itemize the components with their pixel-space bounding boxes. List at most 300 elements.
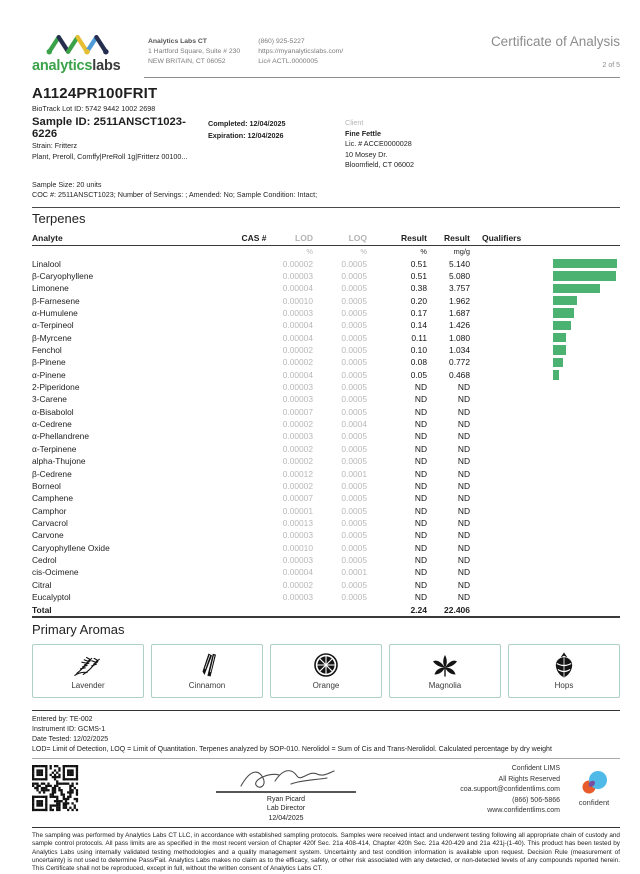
analyte-name: alpha-Thujone: [32, 456, 86, 467]
lims-rights: All Rights Reserved: [498, 775, 560, 783]
result-mgg-value: ND: [457, 493, 470, 504]
table-row: [32, 566, 620, 578]
lod-value: 0.00004: [282, 332, 313, 343]
lab-address-line2: NEW BRITAIN, CT 06052: [148, 57, 226, 65]
result-mgg-value: ND: [457, 468, 470, 479]
table-row: [32, 578, 620, 590]
analyte-name: β-Caryophyllene: [32, 271, 94, 282]
analyte-name: β-Farnesene: [32, 295, 80, 306]
bar-cell: [470, 319, 620, 331]
terpenes-divider: [32, 207, 620, 208]
result-mgg-value: ND: [457, 591, 470, 602]
result-mgg-value: ND: [457, 517, 470, 528]
loq-value: 0.0005: [341, 308, 367, 319]
disclaimer-text: The sampling was performed by Analytics Labs CT LLC, in accordance with established sampling protocols. Samples were received intact and underwent testing following all appropriate chain of custody and sample control protocols. All pass limits are as specified in the most recent version of Chapter 420f Sec. 21a 408-414, Chapter 420h Sec. 21a 420-429 and 21a 421j-(1-40). This product has been tested by Analytics Labs using internally validated testing methodologies and a quality management system. Uncertainty and test condition information is available upon request. Decision Rule (measurement of uncertainty) is not used to determine Pass/Fail. Analytics Labs makes no claim as to the efficacy, safety, or other risk associated with any detected, or non-detected levels of any compounds reported herein. This Certificate shall not be reproduced, except in full, without the written consent of Analytics Labs CT.: [32, 831, 620, 873]
terpene-bar: [553, 296, 577, 306]
result-mgg-value: 1.426: [449, 320, 470, 331]
magnolia-icon: [430, 652, 460, 678]
bar-cell: [470, 307, 620, 319]
lod-value: 0.00007: [282, 493, 313, 504]
table-row: [32, 443, 620, 455]
table-row: [32, 356, 620, 368]
bar-cell: [470, 529, 620, 541]
lab-phone: (860) 925-5227: [258, 38, 305, 45]
loq-value: 0.0005: [341, 406, 367, 417]
instrument-id: Instrument ID: GCMS-1: [32, 725, 106, 733]
unit-lod: %: [306, 247, 313, 256]
result-pct-value: ND: [414, 419, 427, 430]
bar-cell: [470, 295, 620, 307]
result-mgg-value: ND: [457, 394, 470, 405]
result-mgg-value: 3.757: [449, 283, 470, 294]
lod-value: 0.00004: [282, 283, 313, 294]
result-pct-value: ND: [414, 530, 427, 541]
bar-cell: [470, 418, 620, 430]
bar-cell: [470, 492, 620, 504]
signer-title: Lab Director: [266, 805, 306, 813]
logo-labs: labs: [92, 58, 121, 74]
col-loq: LOQ: [348, 232, 367, 243]
result-mgg-value: 5.140: [449, 258, 470, 269]
lab-name: Analytics Labs CT: [148, 38, 207, 45]
analyte-name: α-Terpinene: [32, 443, 77, 454]
lab-contact-block: [258, 37, 343, 67]
loq-value: 0.0005: [341, 493, 367, 504]
lims-email-link[interactable]: coa.support@confidentlims.com: [460, 786, 560, 794]
page-number: 2 of 5: [602, 62, 620, 69]
analyte-name: Eucalyptol: [32, 591, 71, 602]
result-pct-value: ND: [414, 505, 427, 516]
loq-value: 0.0005: [341, 295, 367, 306]
analyte-name: Citral: [32, 579, 52, 590]
aroma-box-magnolia: [389, 644, 501, 698]
total-pct: 2.24: [410, 604, 427, 615]
table-row: [32, 307, 620, 319]
lod-value: 0.00004: [282, 567, 313, 578]
result-mgg-value: 1.080: [449, 332, 470, 343]
table-row: [32, 492, 620, 504]
dates-block: [208, 115, 345, 170]
table-row: [32, 319, 620, 331]
col-result-mgg: Result: [444, 232, 470, 243]
bar-cell: [470, 480, 620, 492]
table-row: [32, 467, 620, 479]
unit-mgg: mg/g: [453, 247, 470, 256]
strain: Strain: Fritterz: [32, 141, 78, 151]
lod-note: LOD= Limit of Detection, LOQ = Limit of Quantitation. Terpenes analyzed by SOP-010. Nerolidol = Sum of Cis and Trans-Nerolidol. Calculated percentage by dry weight: [32, 745, 552, 753]
terpene-bar: [553, 259, 617, 269]
loq-value: 0.0005: [341, 320, 367, 331]
lab-website-link[interactable]: https://myanalyticslabs.com/: [258, 47, 344, 55]
analyte-name: Cedrol: [32, 554, 57, 565]
loq-value: 0.0005: [341, 382, 367, 393]
loq-value: 0.0004: [341, 419, 367, 430]
analyte-name: α-Humulene: [32, 308, 78, 319]
lab-license: Lic# ACTL.0000005: [258, 57, 318, 65]
client-address2: Bloomfield, CT 06002: [345, 160, 414, 170]
result-mgg-value: 0.772: [449, 357, 470, 368]
bar-cell: [470, 406, 620, 418]
lod-value: 0.00002: [282, 579, 313, 590]
lavender-icon: [72, 652, 104, 678]
lims-website-link[interactable]: www.confidentlims.com: [487, 807, 560, 815]
bar-cell: [470, 344, 620, 356]
loq-value: 0.0005: [341, 357, 367, 368]
loq-value: 0.0001: [341, 468, 367, 479]
bar-cell: [470, 467, 620, 479]
analyte-name: α-Terpineol: [32, 320, 74, 331]
lab-address-line1: 1 Hartford Square, Suite # 230: [148, 47, 241, 55]
aroma-label: Hops: [554, 681, 574, 691]
loq-value: 0.0005: [341, 443, 367, 454]
analyte-name: Camphor: [32, 505, 67, 516]
result-mgg-value: 1.034: [449, 345, 470, 356]
bar-cell: [470, 381, 620, 393]
table-row: [32, 430, 620, 442]
completed-date: Completed: 12/04/2025: [208, 119, 286, 129]
matrix-description: Plant, Preroll, Comffy|PreRoll 1g|Fritterz 00100...: [32, 151, 188, 161]
lod-value: 0.00001: [282, 505, 313, 516]
analyte-name: Carvacrol: [32, 517, 68, 528]
loq-value: 0.0005: [341, 258, 367, 269]
table-row: [32, 344, 620, 356]
result-pct-value: ND: [414, 493, 427, 504]
sample-size: Sample Size: 20 units: [32, 179, 102, 189]
analyte-name: Carvone: [32, 530, 64, 541]
result-pct-value: ND: [414, 567, 427, 578]
footer-divider: [32, 710, 620, 711]
lod-value: 0.00002: [282, 456, 313, 467]
table-row: [32, 517, 620, 529]
result-pct-value: ND: [414, 456, 427, 467]
confident-brand-text: confident: [578, 798, 610, 808]
hops-icon: [552, 652, 576, 678]
signature-line: [216, 791, 356, 793]
result-pct-value: 0.20: [410, 295, 427, 306]
lod-value: 0.00002: [282, 357, 313, 368]
lims-phone: (866) 506-5866: [512, 796, 560, 804]
result-mgg-value: 0.468: [449, 369, 470, 380]
result-mgg-value: ND: [457, 382, 470, 393]
lab-logo: [32, 30, 144, 74]
bar-cell: [470, 393, 620, 405]
lod-value: 0.00004: [282, 369, 313, 380]
signature-date: 12/04/2025: [268, 814, 304, 822]
loq-value: 0.0005: [341, 530, 367, 541]
lod-value: 0.00012: [282, 468, 313, 479]
aroma-row: [32, 644, 620, 698]
table-row: [32, 381, 620, 393]
table-total-row: [32, 603, 620, 618]
loq-value: 0.0005: [341, 579, 367, 590]
result-mgg-value: ND: [457, 542, 470, 553]
lod-value: 0.00007: [282, 406, 313, 417]
bar-cell: [470, 258, 620, 270]
confident-logo-icon: [575, 770, 613, 796]
result-pct-value: 0.11: [411, 332, 427, 343]
logo-zigzag-icon: [38, 32, 124, 56]
result-pct-value: ND: [414, 406, 427, 417]
analyte-name: β-Pinene: [32, 357, 66, 368]
loq-value: 0.0001: [341, 567, 367, 578]
analyte-name: α-Cedrene: [32, 419, 72, 430]
signature-divider: [32, 758, 620, 759]
lod-value: 0.00003: [282, 382, 313, 393]
total-label: Total: [32, 604, 52, 615]
loq-value: 0.0005: [341, 480, 367, 491]
bar-cell: [470, 356, 620, 368]
aroma-label: Orange: [312, 681, 340, 691]
bar-cell: [470, 578, 620, 590]
analyte-name: Limonene: [32, 283, 69, 294]
loq-value: 0.0005: [341, 345, 367, 356]
table-row: [32, 332, 620, 344]
logo-wordmark: [32, 58, 144, 74]
bar-cell: [470, 443, 620, 455]
logo-analytics: analytics: [32, 58, 93, 74]
table-row: [32, 406, 620, 418]
result-mgg-value: ND: [457, 505, 470, 516]
bar-cell: [470, 332, 620, 344]
signature-row: [32, 764, 620, 822]
analyte-name: β-Cedrene: [32, 468, 72, 479]
table-header: [32, 233, 620, 246]
loq-value: 0.0005: [341, 369, 367, 380]
loq-value: 0.0005: [341, 431, 367, 442]
result-pct-value: 0.51: [410, 258, 427, 269]
result-pct-value: 0.17: [410, 308, 427, 319]
result-pct-value: ND: [414, 394, 427, 405]
table-row: [32, 541, 620, 553]
result-mgg-value: 5.080: [449, 271, 470, 282]
terpene-bar: [553, 284, 600, 294]
result-pct-value: ND: [414, 382, 427, 393]
result-pct-value: ND: [414, 579, 427, 590]
terpene-bar: [553, 321, 571, 331]
bar-cell: [470, 455, 620, 467]
signer-name: Ryan Picard: [266, 796, 306, 804]
result-pct-value: ND: [414, 554, 427, 565]
result-pct-value: 0.51: [410, 271, 427, 282]
analyte-name: Fenchol: [32, 345, 62, 356]
bar-cell: [470, 270, 620, 282]
analyte-name: α-Bisabolol: [32, 406, 74, 417]
bar-cell: [470, 554, 620, 566]
col-result-pct: Result: [401, 232, 427, 243]
table-row: [32, 393, 620, 405]
result-pct-value: ND: [414, 542, 427, 553]
client-block: [345, 115, 414, 170]
aroma-label: Cinnamon: [188, 681, 226, 691]
loq-value: 0.0005: [341, 271, 367, 282]
result-pct-value: ND: [414, 480, 427, 491]
result-pct-value: ND: [414, 443, 427, 454]
result-pct-value: ND: [414, 431, 427, 442]
terpene-bar: [553, 370, 559, 380]
bar-cell: [470, 517, 620, 529]
table-units-row: [32, 246, 620, 258]
client-address1: 10 Mosey Dr.: [345, 149, 388, 159]
result-mgg-value: ND: [457, 554, 470, 565]
lod-value: 0.00004: [282, 320, 313, 331]
signature-icon: [231, 764, 341, 794]
lod-value: 0.00003: [282, 431, 313, 442]
bar-cell: [470, 430, 620, 442]
result-mgg-value: ND: [457, 456, 470, 467]
table-row: [32, 258, 620, 270]
bar-cell: [470, 282, 620, 294]
expiration-date: Expiration: 12/04/2026: [208, 130, 284, 140]
lod-value: 0.00002: [282, 258, 313, 269]
loq-value: 0.0005: [341, 456, 367, 467]
sample-info-row: [32, 115, 620, 170]
bar-cell: [470, 591, 620, 603]
lod-value: 0.00010: [282, 295, 313, 306]
date-tested: Date Tested: 12/02/2025: [32, 735, 109, 743]
loq-value: 0.0005: [341, 283, 367, 294]
lod-value: 0.00003: [282, 394, 313, 405]
lod-value: 0.00002: [282, 419, 313, 430]
header: [32, 30, 620, 74]
table-row: [32, 554, 620, 566]
bar-cell: [470, 541, 620, 553]
result-pct-value: 0.38: [410, 283, 427, 294]
analyte-name: Linalool: [32, 258, 61, 269]
table-row: [32, 295, 620, 307]
loq-value: 0.0005: [341, 394, 367, 405]
table-row: [32, 270, 620, 282]
unit-pct: %: [420, 247, 427, 256]
bar-cell: [470, 566, 620, 578]
aroma-label: Lavender: [71, 681, 105, 691]
lod-value: 0.00013: [282, 517, 313, 528]
loq-value: 0.0005: [341, 505, 367, 516]
analyte-name: cis-Ocimene: [32, 567, 79, 578]
entry-meta: [32, 715, 620, 754]
header-divider: [144, 77, 620, 78]
orange-slice-icon: [313, 652, 339, 678]
client-label: Client: [345, 118, 364, 128]
cinnamon-icon: [195, 652, 219, 678]
table-row: [32, 369, 620, 381]
client-license: Lic. # ACCE0000028: [345, 139, 412, 149]
lod-value: 0.00003: [282, 308, 313, 319]
confident-logo: [568, 764, 620, 807]
sample-id-block: [32, 115, 208, 170]
lod-value: 0.00003: [282, 591, 313, 602]
analyte-name: Camphene: [32, 493, 73, 504]
table-row: [32, 282, 620, 294]
aromas-section-title: Primary Aromas: [32, 622, 125, 638]
coa-title-block: [491, 30, 620, 69]
result-pct-value: 0.05: [410, 369, 427, 380]
analyte-name: Caryophyllene Oxide: [32, 542, 110, 553]
total-mgg: 22.406: [444, 604, 470, 615]
loq-value: 0.0005: [341, 517, 367, 528]
lod-value: 0.00010: [282, 542, 313, 553]
analyte-name: α-Phellandrene: [32, 431, 89, 442]
client-name: Fine Fettle: [345, 128, 381, 138]
result-pct-value: ND: [414, 591, 427, 602]
result-mgg-value: ND: [457, 419, 470, 430]
col-lod: LOD: [295, 232, 313, 243]
col-analyte: Analyte: [32, 232, 63, 243]
analyte-name: Borneol: [32, 480, 61, 491]
disclaimer-divider: [32, 827, 620, 828]
result-mgg-value: 1.962: [449, 295, 470, 306]
bar-cell: [470, 369, 620, 381]
aroma-box-cinnamon: [151, 644, 263, 698]
analyte-name: α-Pinene: [32, 369, 66, 380]
terpene-bar: [553, 345, 566, 355]
lims-name: Confident LIMS: [511, 765, 560, 773]
analyte-name: β-Myrcene: [32, 332, 72, 343]
terpene-rows: [32, 258, 620, 604]
result-mgg-value: 1.687: [449, 308, 470, 319]
lod-value: 0.00003: [282, 271, 313, 282]
result-mgg-value: ND: [457, 480, 470, 491]
entered-by: Entered by: TE-002: [32, 716, 93, 724]
document-title: Certificate of Analysis: [490, 34, 620, 49]
lod-value: 0.00003: [282, 554, 313, 565]
result-mgg-value: ND: [457, 443, 470, 454]
terpene-bar: [553, 271, 616, 281]
signature-block: [216, 764, 356, 822]
lod-value: 0.00003: [282, 530, 313, 541]
unit-loq: %: [360, 247, 367, 256]
loq-value: 0.0005: [341, 542, 367, 553]
lod-value: 0.00002: [282, 443, 313, 454]
loq-value: 0.0005: [341, 554, 367, 565]
table-row: [32, 504, 620, 516]
bar-cell: [470, 504, 620, 516]
coc-line: COC #: 2511ANSCT1023; Number of Servings: ; Amended: No; Sample Condition: Intact;: [32, 190, 318, 200]
result-mgg-value: ND: [457, 567, 470, 578]
col-cas: CAS #: [241, 232, 267, 243]
result-pct-value: 0.08: [410, 357, 427, 368]
terpene-bar: [553, 358, 563, 368]
result-pct-value: 0.14: [410, 320, 427, 331]
terpene-bar: [553, 333, 566, 343]
sample-meta: [32, 180, 620, 201]
analyte-name: 3-Carene: [32, 394, 67, 405]
result-pct-value: ND: [414, 468, 427, 479]
terpenes-section-title: Terpenes: [32, 210, 86, 226]
result-pct-value: 0.10: [410, 345, 427, 356]
result-mgg-value: ND: [457, 406, 470, 417]
batch-title: A1124PR100FRIT: [32, 85, 158, 102]
result-pct-value: ND: [414, 517, 427, 528]
table-row: [32, 480, 620, 492]
aroma-box-hops: [508, 644, 620, 698]
table-row: [32, 591, 620, 603]
loq-value: 0.0005: [341, 591, 367, 602]
lod-value: 0.00002: [282, 480, 313, 491]
col-qualifiers: Qualifiers: [482, 232, 522, 243]
result-mgg-value: ND: [457, 579, 470, 590]
table-row: [32, 455, 620, 467]
terpene-bar: [553, 308, 574, 318]
table-row: [32, 418, 620, 430]
lims-block: [460, 764, 560, 817]
result-mgg-value: ND: [457, 530, 470, 541]
biotrack-lot-id: BioTrack Lot ID: 5742 9442 1002 2698: [32, 104, 156, 113]
table-row: [32, 529, 620, 541]
loq-value: 0.0005: [341, 332, 367, 343]
lod-value: 0.00002: [282, 345, 313, 356]
sample-id: Sample ID: 2511ANSCT1023-6226: [32, 116, 186, 141]
aroma-box-orange: [270, 644, 382, 698]
